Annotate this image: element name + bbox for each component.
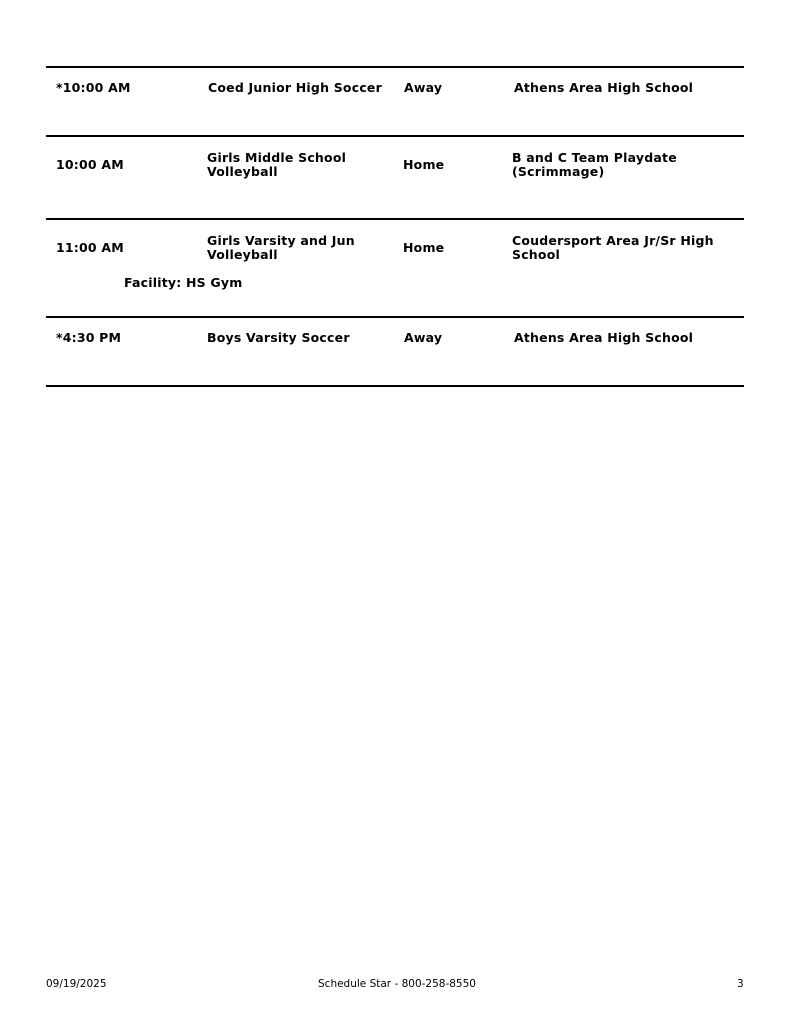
event-time: 11:00 AM — [56, 240, 124, 255]
event-time: *10:00 AM — [56, 80, 131, 95]
footer-page-number: 3 — [737, 978, 744, 990]
footer-date: 09/19/2025 — [46, 978, 107, 990]
event-activity-line: Volleyball — [207, 164, 278, 179]
event-activity-line: Girls Varsity and Jun — [207, 233, 355, 248]
event-opponent: Athens Area High School — [514, 80, 694, 95]
event-opponent-line: School — [512, 247, 560, 262]
event-time: 10:00 AM — [56, 157, 124, 172]
footer-center-text: Schedule Star - 800-258-8550 — [318, 978, 476, 990]
event-facility: Facility: HS Gym — [124, 275, 243, 290]
row-divider — [46, 218, 744, 220]
event-time: *4:30 PM — [56, 330, 122, 345]
event-activity-line: Girls Middle School — [207, 150, 347, 165]
event-opponent-line: Coudersport Area Jr/Sr High — [512, 233, 714, 248]
row-divider — [46, 385, 744, 387]
event-activity: Coed Junior High Soccer — [208, 80, 382, 95]
row-divider — [46, 316, 744, 318]
event-opponent-line: B and C Team Playdate — [512, 150, 677, 165]
event-site: Home — [403, 240, 445, 255]
event-site: Home — [403, 157, 445, 172]
row-divider — [46, 66, 744, 68]
event-activity-line: Volleyball — [207, 247, 278, 262]
row-divider — [46, 135, 744, 137]
event-activity: Boys Varsity Soccer — [207, 330, 350, 345]
event-site: Away — [404, 80, 443, 95]
event-opponent: Athens Area High School — [514, 330, 694, 345]
event-opponent-line: (Scrimmage) — [512, 164, 605, 179]
event-site: Away — [404, 330, 443, 345]
